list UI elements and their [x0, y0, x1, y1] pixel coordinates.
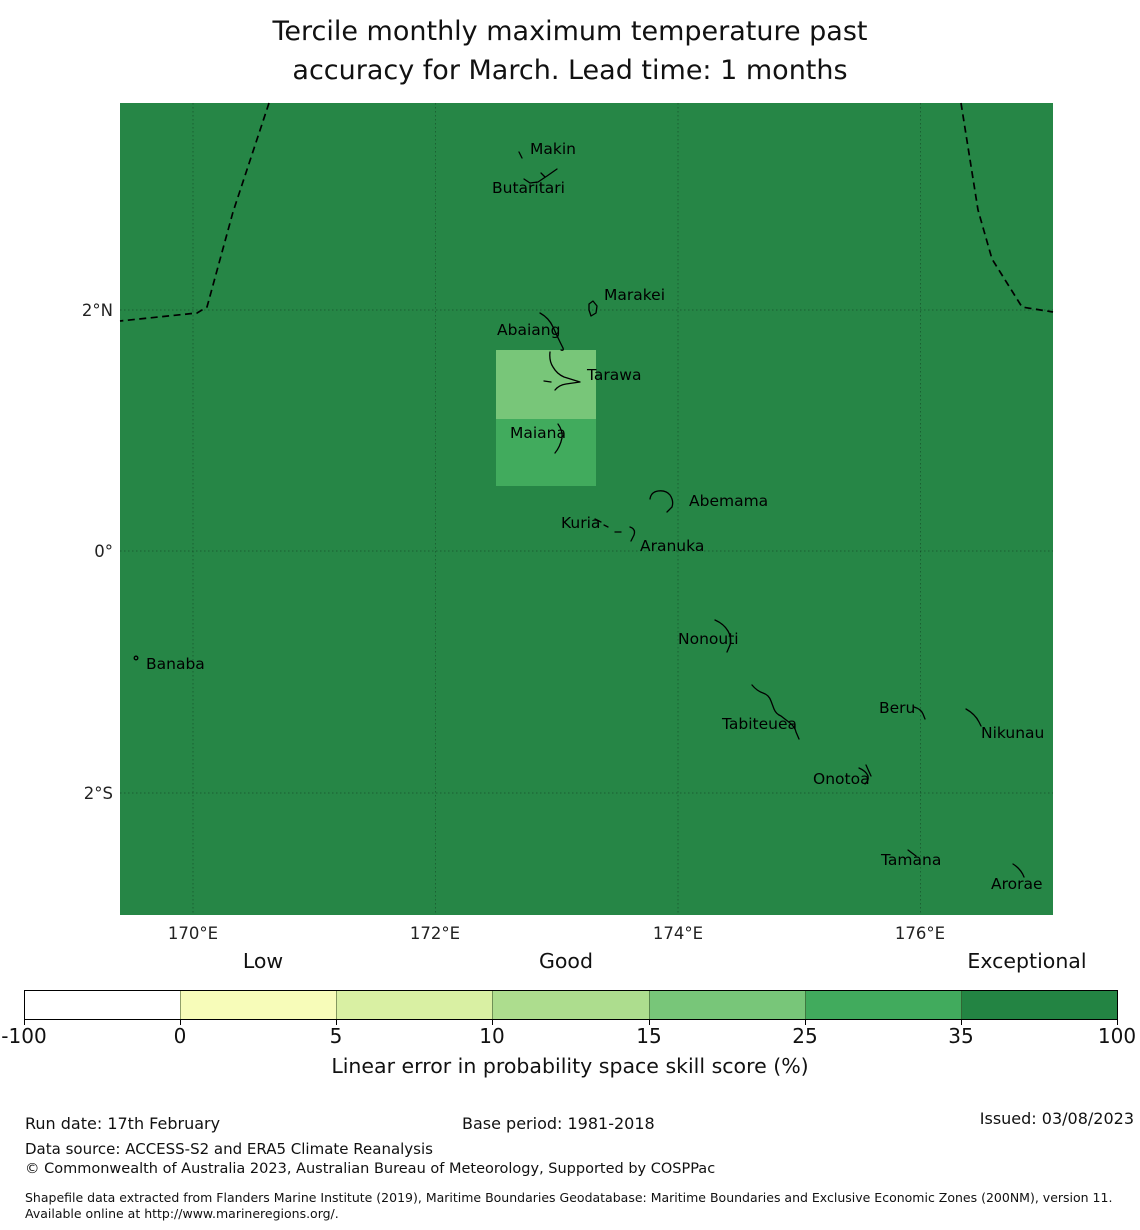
- colorbar-segment-neg100-0: [25, 991, 180, 1019]
- eez-boundary-west: [120, 103, 269, 321]
- colorbar-segment-0-5: [180, 991, 336, 1019]
- shapefile-note-text: Shapefile data extracted from Flanders Marine Institute (2019), Maritime Boundaries Geodatabase: Maritime Boundaries and Exclusive Economic Zones (200NM), version 11. Available online at http://www.marineregions.org/.: [25, 1190, 1113, 1221]
- colorbar-segment-10-15: [492, 991, 648, 1019]
- eez-boundary-east: [961, 103, 1053, 312]
- island-label-tarawa: Tarawa: [587, 366, 642, 384]
- ytick-2n: 2°N: [81, 301, 113, 320]
- island-outline-abemama: [650, 491, 673, 512]
- island-label-banaba: Banaba: [146, 655, 205, 673]
- ytick-2s: 2°S: [83, 784, 113, 803]
- xtick-170e: 170°E: [167, 924, 219, 943]
- colorbar-segment-5-10: [336, 991, 492, 1019]
- colorbar: [24, 990, 1118, 1020]
- island-label-aranuka: Aranuka: [640, 537, 705, 555]
- island-outline-makin: [519, 152, 522, 158]
- colorbar-title: Linear error in probability space skill score (%): [331, 1054, 809, 1078]
- island-outline-nikunau: [966, 709, 981, 726]
- colorbar-category-good: Good: [539, 949, 593, 973]
- figure-title-line2: accuracy for March. Lead time: 1 months: [292, 55, 848, 86]
- colorbar-tick-35: 35: [948, 1024, 974, 1048]
- island-label-makin: Makin: [530, 140, 576, 158]
- colorbar-tick-15: 15: [636, 1024, 662, 1048]
- island-outline-tarawa: [544, 352, 580, 390]
- island-label-beru: Beru: [879, 699, 916, 717]
- island-label-tabiteuea: Tabiteuea: [722, 715, 798, 733]
- base-period-text: Base period: 1981-2018: [462, 1114, 655, 1133]
- island-outline-aranuka: [615, 527, 635, 541]
- xtick-176e: 176°E: [894, 924, 946, 943]
- colorbar-tick-0: 0: [173, 1024, 187, 1048]
- island-label-abemama: Abemama: [689, 492, 769, 510]
- island-label-onotoa: Onotoa: [813, 770, 870, 788]
- graticule-gridlines: [120, 103, 1053, 915]
- ytick-0: 0°: [94, 542, 113, 561]
- colorbar-tick-5: 5: [329, 1024, 343, 1048]
- colorbar-segment-35-100: [961, 991, 1117, 1019]
- island-label-abaiang: Abaiang: [497, 321, 561, 339]
- colorbar-segment-15-25: [649, 991, 805, 1019]
- colorbar-tick-neg100: -100: [1, 1024, 47, 1048]
- copyright-text: © Commonwealth of Australia 2023, Australian Bureau of Meteorology, Supported by COSPPac: [25, 1161, 716, 1177]
- xtick-172e: 172°E: [409, 924, 461, 943]
- figure-title-line1: Tercile monthly maximum temperature past: [272, 16, 868, 47]
- colorbar-tick-100: 100: [1097, 1024, 1137, 1048]
- colorbar-tick-25: 25: [792, 1024, 818, 1048]
- island-label-arorae: Arorae: [991, 875, 1043, 893]
- island-outline-marakei: [589, 301, 597, 316]
- run-date-text: Run date: 17th February: [25, 1114, 221, 1133]
- island-label-nikunau: Nikunau: [981, 724, 1045, 742]
- island-label-marakei: Marakei: [604, 286, 666, 304]
- island-label-tamana: Tamana: [881, 851, 942, 869]
- issued-date-text: Issued: 03/08/2023: [979, 1109, 1134, 1128]
- island-label-butaritari: Butaritari: [492, 179, 565, 197]
- colorbar-category-low: Low: [242, 949, 284, 973]
- colorbar-category-exceptional: Exceptional: [967, 949, 1087, 973]
- island-label-nonouti: Nonouti: [678, 630, 739, 648]
- data-source-text: Data source: ACCESS-S2 and ERA5 Climate Reanalysis: [25, 1140, 433, 1158]
- xtick-174e: 174°E: [652, 924, 704, 943]
- island-label-maiana: Maiana: [510, 424, 566, 442]
- island-label-kuria: Kuria: [561, 514, 601, 532]
- island-outline-banaba: [134, 656, 138, 660]
- colorbar-segment-25-35: [805, 991, 961, 1019]
- colorbar-tick-10: 10: [479, 1024, 505, 1048]
- island-outline-beru: [914, 707, 925, 719]
